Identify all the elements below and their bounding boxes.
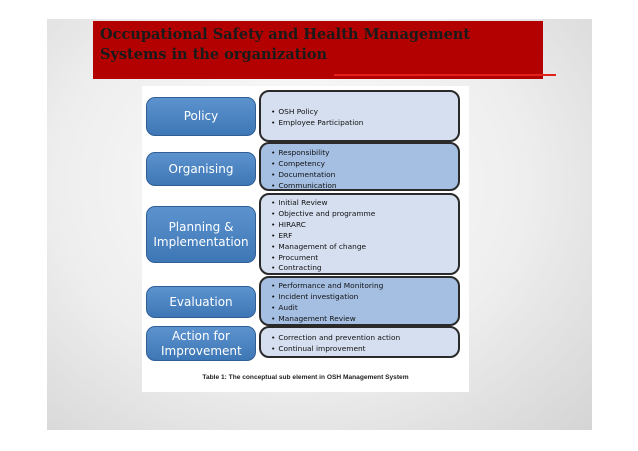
list-item: • Employee Participation bbox=[271, 118, 458, 129]
title-underline bbox=[334, 74, 556, 76]
list-item: • Objective and programme bbox=[271, 209, 458, 220]
list-item: • Initial Review bbox=[271, 198, 458, 209]
table-caption: Table 1: The conceptual sub element in OSH Management System bbox=[202, 374, 409, 381]
list-item: • OSH Policy bbox=[271, 107, 458, 118]
list-item: • Incident investigation bbox=[271, 292, 458, 303]
list-item: • Documentation bbox=[271, 170, 458, 181]
list-item: • HIRARC bbox=[271, 220, 458, 231]
category-label: Planning & Implementation bbox=[153, 219, 249, 249]
list-item: • ERF bbox=[271, 231, 458, 242]
list-item: • Management Review bbox=[271, 314, 458, 325]
list-item: • Performance and Monitoring bbox=[271, 281, 458, 292]
category-evaluation: Evaluation bbox=[146, 286, 256, 318]
list-item: • Correction and prevention action bbox=[271, 333, 458, 344]
category-action-for-improvement bbox=[146, 326, 256, 361]
list-item: • Audit bbox=[271, 303, 458, 314]
list-item: • Communication bbox=[271, 181, 458, 192]
items-evaluation bbox=[259, 276, 460, 326]
category-planning-implementation bbox=[146, 206, 256, 263]
category-label: Action for Improvement bbox=[161, 328, 242, 358]
slide-title: Occupational Safety and Health Management Systems in the organization bbox=[100, 26, 471, 63]
list-item: • Responsibility bbox=[271, 148, 458, 159]
list-item: • Contracting bbox=[271, 263, 458, 274]
list-item: • Competency bbox=[271, 159, 458, 170]
category-organising: Organising bbox=[146, 152, 256, 186]
items-organising bbox=[259, 142, 460, 191]
list-item: • Management of change bbox=[271, 242, 458, 253]
list-item: • Continual improvement bbox=[271, 344, 458, 355]
list-item: • Procument bbox=[271, 253, 458, 264]
items-action-for-improvement bbox=[259, 326, 460, 358]
items-planning-implementation bbox=[259, 193, 460, 275]
category-policy: Policy bbox=[146, 97, 256, 136]
items-policy bbox=[259, 90, 460, 142]
